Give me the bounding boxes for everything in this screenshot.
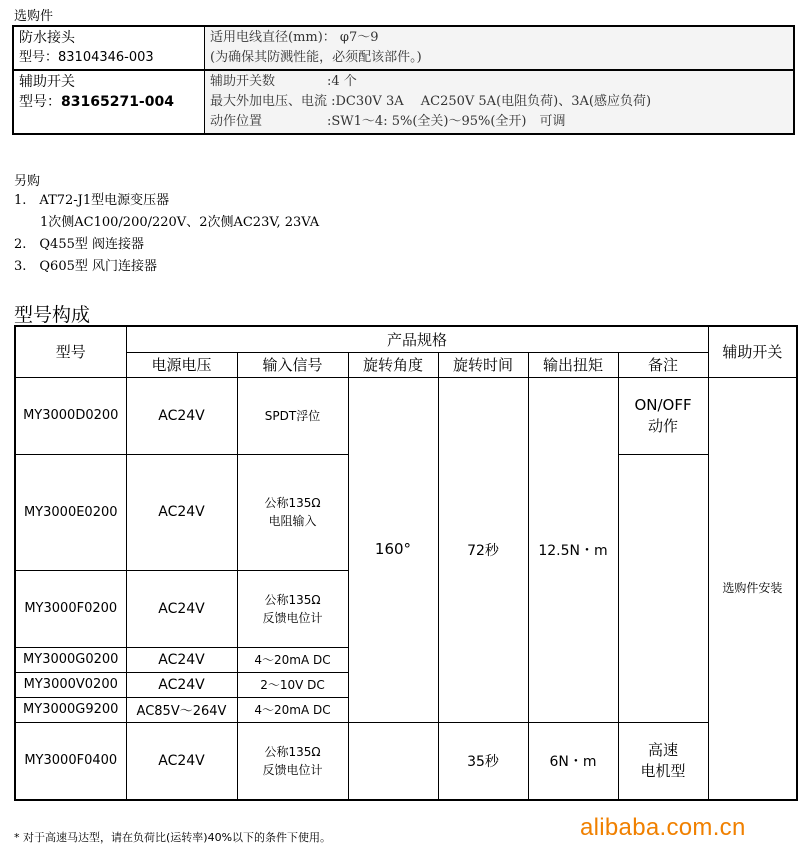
- angle-cell: 160°: [348, 377, 438, 722]
- note-cell: [618, 722, 708, 800]
- header-input: 输入信号: [237, 352, 348, 377]
- aux-switch-spec-line2: 最大外加电压、电流 :DC30V 3A AC250V 5A(电阻负荷)、3A(感应负荷): [210, 94, 652, 109]
- input-cell: [237, 377, 348, 454]
- aux-cell: 选购件安装: [708, 377, 797, 800]
- voltage-cell: AC24V: [126, 672, 237, 697]
- purchase-item: 1次侧AC100/200/220V、2次侧AC23V, 23VA: [14, 215, 320, 230]
- note-cell: [618, 377, 708, 454]
- aux-switch-spec-cell: [205, 70, 795, 134]
- voltage-cell: AC24V: [126, 454, 237, 570]
- aux-switch-label-cell: [13, 70, 205, 134]
- voltage-cell: AC24V: [126, 570, 237, 647]
- input-line: SPDT浮位: [264, 408, 321, 423]
- purchase-list: [14, 190, 319, 278]
- options-title: 选购件: [14, 9, 54, 24]
- watermark-logo: alibaba.com.cn: [580, 814, 746, 841]
- note-line: 高速: [648, 740, 679, 759]
- input-cell: 2～10V DC: [237, 672, 348, 697]
- time-cell: 72秒: [438, 377, 528, 722]
- note-cell-empty: [618, 454, 708, 722]
- input-cell: [237, 722, 348, 800]
- footnote: * 对于高速马达型，请在负荷比(运转率)40%以下的条件下使用。: [14, 831, 332, 844]
- header-voltage: 电源电压: [126, 352, 237, 377]
- model-cell: MY3000G9200: [15, 697, 126, 722]
- waterproof-model: 型号：83104346-003: [19, 50, 154, 65]
- model-cell: MY3000G0200: [15, 647, 126, 672]
- note-line: 动作: [648, 416, 679, 435]
- input-line: 公称135Ω: [264, 496, 321, 510]
- options-table: [12, 25, 795, 135]
- aux-switch-name: 辅助开关: [19, 74, 75, 90]
- time-cell: 35秒: [438, 722, 528, 800]
- waterproof-spec-line1: 适用电线直径(mm)： φ7～9: [210, 30, 379, 45]
- table-row: [15, 377, 797, 454]
- waterproof-spec-cell: [205, 26, 795, 70]
- input-line: 电阻输入: [268, 514, 317, 528]
- header-torque: 输出扭矩: [528, 352, 618, 377]
- input-cell: [237, 454, 348, 570]
- waterproof-label-cell: [13, 26, 205, 70]
- table-row: [15, 722, 797, 800]
- voltage-cell: AC85V～264V: [126, 697, 237, 722]
- aux-switch-model-number: 83165271-004: [61, 94, 174, 110]
- purchase-item: 1. AT72-J1型电源变压器: [14, 193, 170, 208]
- aux-switch-model-label: 型号：: [19, 94, 61, 110]
- aux-switch-spec-line3: 动作位置 :SW1～4: 5%(全关)～95%(全开) 可调: [210, 114, 566, 129]
- model-cell: MY3000E0200: [15, 454, 126, 570]
- purchase-item: 2. Q455型 阀连接器: [14, 237, 145, 252]
- input-cell: 4～20mA DC: [237, 647, 348, 672]
- input-cell: [237, 570, 348, 647]
- model-table: [14, 325, 798, 801]
- waterproof-name: 防水接头: [19, 30, 75, 46]
- header-note: 备注: [618, 352, 708, 377]
- header-angle: 旋转角度: [348, 352, 438, 377]
- input-line: 反馈电位计: [262, 762, 323, 777]
- header-aux-switch: 辅助开关: [708, 326, 797, 377]
- input-cell: 4～20mA DC: [237, 697, 348, 722]
- model-cell: MY3000V0200: [15, 672, 126, 697]
- voltage-cell: AC24V: [126, 377, 237, 454]
- input-line: 公称135Ω: [264, 592, 321, 607]
- model-cell: MY3000F0400: [15, 722, 126, 800]
- purchase-item: 3. Q605型 风门连接器: [14, 259, 158, 274]
- angle-cell-empty: [348, 722, 438, 800]
- model-cell: MY3000D0200: [15, 377, 126, 454]
- model-cell: MY3000F0200: [15, 570, 126, 647]
- voltage-cell: AC24V: [126, 647, 237, 672]
- header-spec-group: 产品规格: [126, 326, 708, 352]
- purchase-title: 另购: [14, 174, 41, 189]
- voltage-cell: AC24V: [126, 722, 237, 800]
- waterproof-spec-line2: (为确保其防溅性能，必须配该部件。): [210, 50, 422, 65]
- header-time: 旋转时间: [438, 352, 528, 377]
- aux-switch-spec-line1: 辅助开关数 :4 个: [210, 74, 357, 89]
- input-line: 公称135Ω: [264, 744, 321, 759]
- note-line: 电机型: [640, 761, 686, 780]
- model-section-title: 型号构成: [14, 304, 91, 326]
- note-line: ON/OFF: [634, 395, 692, 414]
- header-model: 型号: [15, 326, 126, 377]
- torque-cell: 6N・m: [528, 722, 618, 800]
- input-line: 反馈电位计: [262, 610, 323, 625]
- torque-cell: 12.5N・m: [528, 377, 618, 722]
